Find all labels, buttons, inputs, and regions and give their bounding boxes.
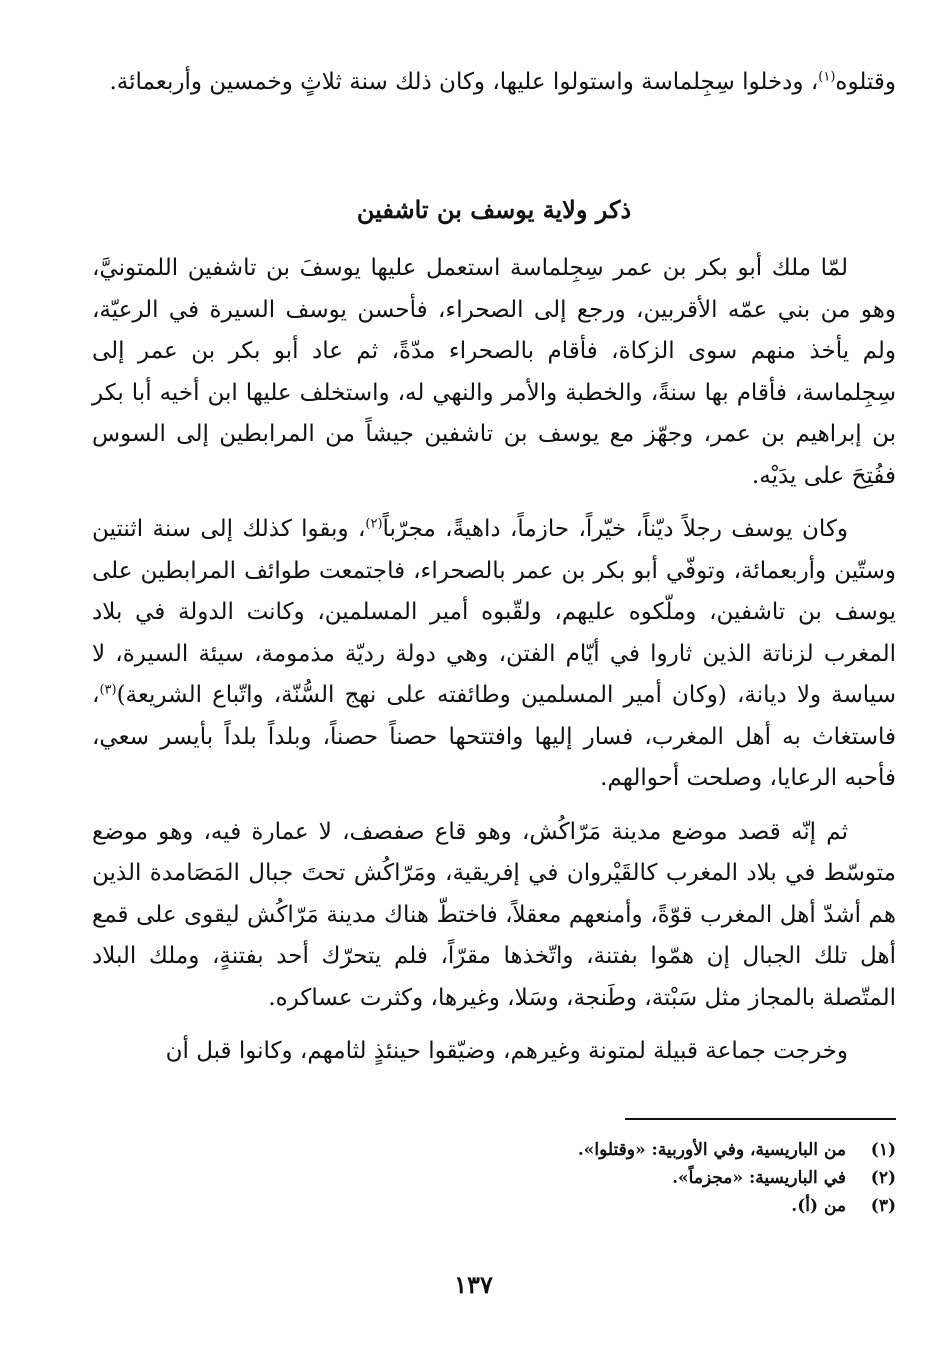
top-paragraph-text-start: وقتلوه: [835, 69, 896, 95]
footnote-ref-1: (١): [818, 69, 836, 85]
paragraph-3: ثم إنّه قصد موضع مدينة مَرّاكُش، وهو قاع صفصف، لا عمارة فيه، وهو موضع متوسّط في بلاد المغرب كالقَيْروان في إفريقية، ومَرّاكُش تحتَ جبال المَصَامدة الذين هم أشدّ أهل المغرب قوّةً، وأمنعهم معقلاً، فاختطّ هناك مدينة مَرّاكُش ليقوى على قمع أهل تلك الجبال إن همّوا بفتنة، واتّخذها مقرّاً، فلم يتحرّك أحد بفتنةٍ، وملك البلاد المتّصلة بالمجاز مثل سَبْتة، وطَنجة، وسَلا، وغيرها، وكثرت عساكره.: [92, 818, 896, 1011]
footnote-text: من (أ).: [791, 1196, 846, 1216]
paragraph-1: لمّا ملك أبو بكر بن عمر سِجِلماسة استعمل عليها يوسفَ بن تاشفين اللمتونيَّ، وهو من بني عمّه الأقربين، ورجع إلى الصحراء، فأحسن يوسف السيرة في الرعيّة، ولم يأخذ منهم سوى الزكاة، فأقام بالصحراء مدّةً، ثم عاد أبو بكر بن عمر إلى سِجِلماسة، فأقام بها سنةً، والخطبة والأمر والنهي له، واستخلف عليها ابن أخيه أبا بكر بن إبراهيم بن عمر، وجهّز مع يوسف بن تاشفين جيشاً من المرابطين إلى السوس ففُتِحَ على يدَيْه.: [92, 255, 896, 489]
page-number: ١٣٧: [454, 1270, 493, 1299]
paragraph-2: [92, 509, 896, 800]
footnote-1: [92, 1136, 896, 1164]
footnote-3: [92, 1192, 896, 1220]
footnotes: [92, 1136, 896, 1220]
footnote-text: في الباريسية: «مجزماً».: [672, 1168, 846, 1188]
footnote-divider: [625, 1118, 896, 1120]
footnote-number: (١): [870, 1140, 896, 1160]
footnote-2: [92, 1164, 896, 1192]
paragraph-2-part-2: ، وبقوا كذلك إلى سنة اثنتين وستّين وأربعمائة، وتوفّي أبو بكر بن عمر بالصحراء، فاجتمعت طوائف المرابطين على يوسف بن تاشفين، وملّكوه عليهم، ولقّبوه أمير المسلمين، وكانت الدولة في بلاد المغرب لزناتة الذين ثاروا في أيّام الفتن، وهي دولة رديّة مذمومة، سيئة السيرة، لا سياسة ولا ديانة، (وكان أمير المسلمين وطائفته على نهج السُّنّة، واتّباع الشريعة): [92, 516, 896, 708]
footnote-text: من الباريسية، وفي الأوربية: «وقتلوا».: [577, 1140, 846, 1160]
top-paragraph-text-end: ، ودخلوا سِجِلماسة واستولوا عليها، وكان ذلك سنة ثلاثٍ وخمسين وأربعمائة.: [109, 69, 819, 95]
footnote-number: (٢): [870, 1168, 896, 1188]
footnote-ref-3: (٣): [99, 682, 117, 698]
footnote-ref-2: (٢): [365, 516, 383, 532]
footnote-number: (٣): [870, 1196, 896, 1216]
paragraph-4: وخرجت جماعة قبيلة لمتونة وغيرهم، وضيّقوا حينئذٍ لثامهم، وكانوا قبل أن: [165, 1038, 848, 1064]
paragraph-2-part-3: ، فاستغاث به أهل المغرب، فسار إليها وافتتحها حصناً حصناً، وبلداً بلداً بأيسر سعي، فأحبه الرعايا، وصلحت أحوالهم.: [92, 682, 896, 791]
body-text: [92, 248, 896, 1073]
section-title: ذكر ولاية يوسف بن تاشفين: [356, 195, 632, 224]
top-paragraph: [92, 62, 896, 104]
paragraph-2-part-1: وكان يوسف رجلاً ديّناً، خيّراً، حازماً، داهيةً، مجرّباً: [382, 516, 848, 542]
